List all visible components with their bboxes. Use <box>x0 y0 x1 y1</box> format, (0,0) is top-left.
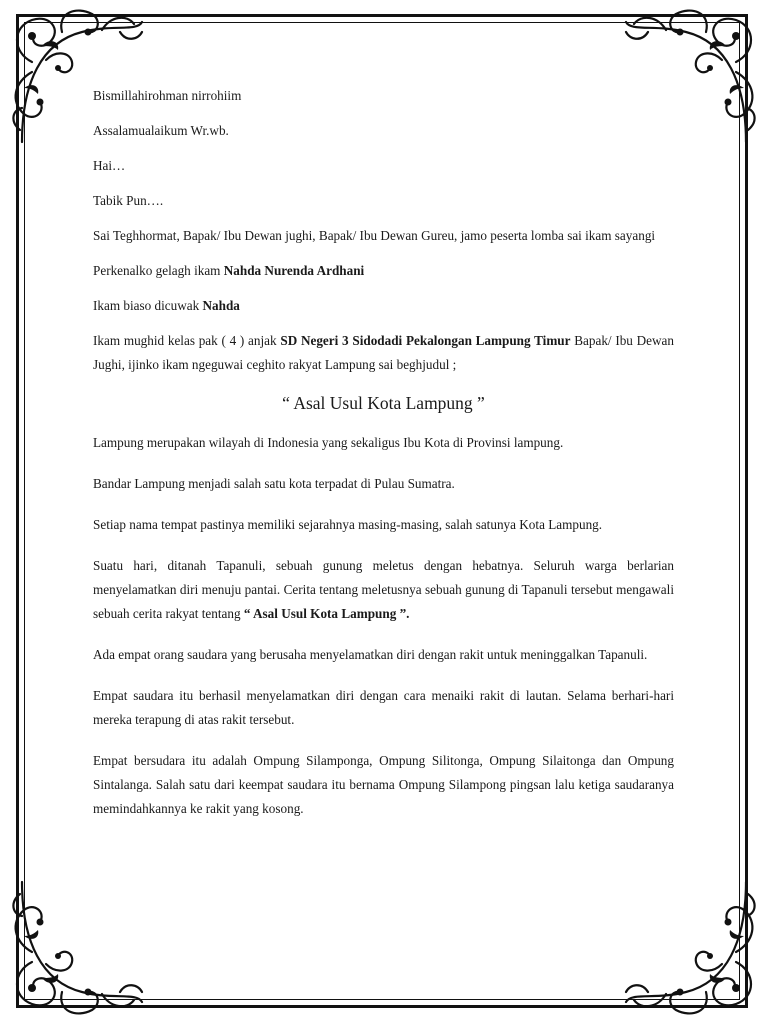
story-paragraph-4 <box>93 554 674 626</box>
story-body <box>93 431 674 821</box>
story-paragraph-6: Empat saudara itu berhasil menyelamatkan diri dengan cara menaiki rakit di lautan. Selama berhari-hari mereka terapung di atas rakit tersebut. <box>93 688 674 727</box>
corner-ornament-icon <box>2 872 152 1022</box>
greeting-paragraph: Sai Teghhormat, Bapak/ Ibu Dewan jughi, Bapak/ Ibu Dewan Gureu, jamo peserta lomba sai ikam sayangi <box>93 228 656 243</box>
school-prefix: Ikam mughid kelas pak ( 4 ) anjak <box>93 333 281 348</box>
speaker-full-name: Nahda Nurenda Ardhani <box>223 263 365 278</box>
story-title-reference: “ Asal Usul Kota Lampung ”. <box>243 606 410 621</box>
school-name: SD Negeri 3 Sidodadi Pekalongan Lampung Timur <box>280 333 571 348</box>
story-paragraph-5: Ada empat orang saudara yang berusaha menyelamatkan diri dengan rakit untuk meninggalkan Tapanuli. <box>93 647 648 662</box>
document-body <box>93 84 674 838</box>
introduction-line <box>93 259 674 283</box>
salam-line: Assalamualaikum Wr.wb. <box>93 123 229 138</box>
tabik-line: Tabik Pun…. <box>93 193 164 208</box>
hai-line: Hai… <box>93 158 126 173</box>
story-paragraph-2: Bandar Lampung menjadi salah satu kota terpadat di Pulau Sumatra. <box>93 476 455 491</box>
intro-prefix: Perkenalko gelagh ikam <box>93 263 224 278</box>
story-paragraph-3: Setiap nama tempat pastinya memiliki sejarahnya masing-masing, salah satunya Kota Lampung. <box>93 517 603 532</box>
school-paragraph <box>93 329 674 377</box>
school-suffix: Bapak/ Ibu Dewan Jughi, ijinko ikam ngeguwai ceghito rakyat Lampung sai beghjudul ; <box>93 333 674 372</box>
story-title: “ Asal Usul Kota Lampung ” <box>282 393 485 413</box>
corner-ornament-icon <box>616 872 766 1022</box>
story-paragraph-7: Empat bersudara itu adalah Ompung Silamponga, Ompung Silitonga, Ompung Silaitonga dan Ompung Sintalanga. Salah satu dari keempat saudara itu bernama Ompung Silampong pingsan lalu ketiga saudaranya memindahkannya ke rakit yang kosong. <box>93 753 674 816</box>
nickname-line <box>93 294 674 318</box>
story-paragraph-4-text: Suatu hari, ditanah Tapanuli, sebuah gunung meletus dengan hebatnya. Seluruh warga berlarian menyelamatkan diri menuju pantai. Cerita tentang meletusnya sebuah gunung di Tapanuli tersebut mengawali sebuah cerita rakyat tentang <box>93 558 674 621</box>
nickname-prefix: Ikam biaso dicuwak <box>93 298 203 313</box>
story-paragraph-1: Lampung merupakan wilayah di Indonesia yang sekaligus Ibu Kota di Provinsi lampung. <box>93 435 564 450</box>
speaker-nickname: Nahda <box>202 298 240 313</box>
bismillah-line: Bismillahirohman nirrohiim <box>93 88 242 103</box>
